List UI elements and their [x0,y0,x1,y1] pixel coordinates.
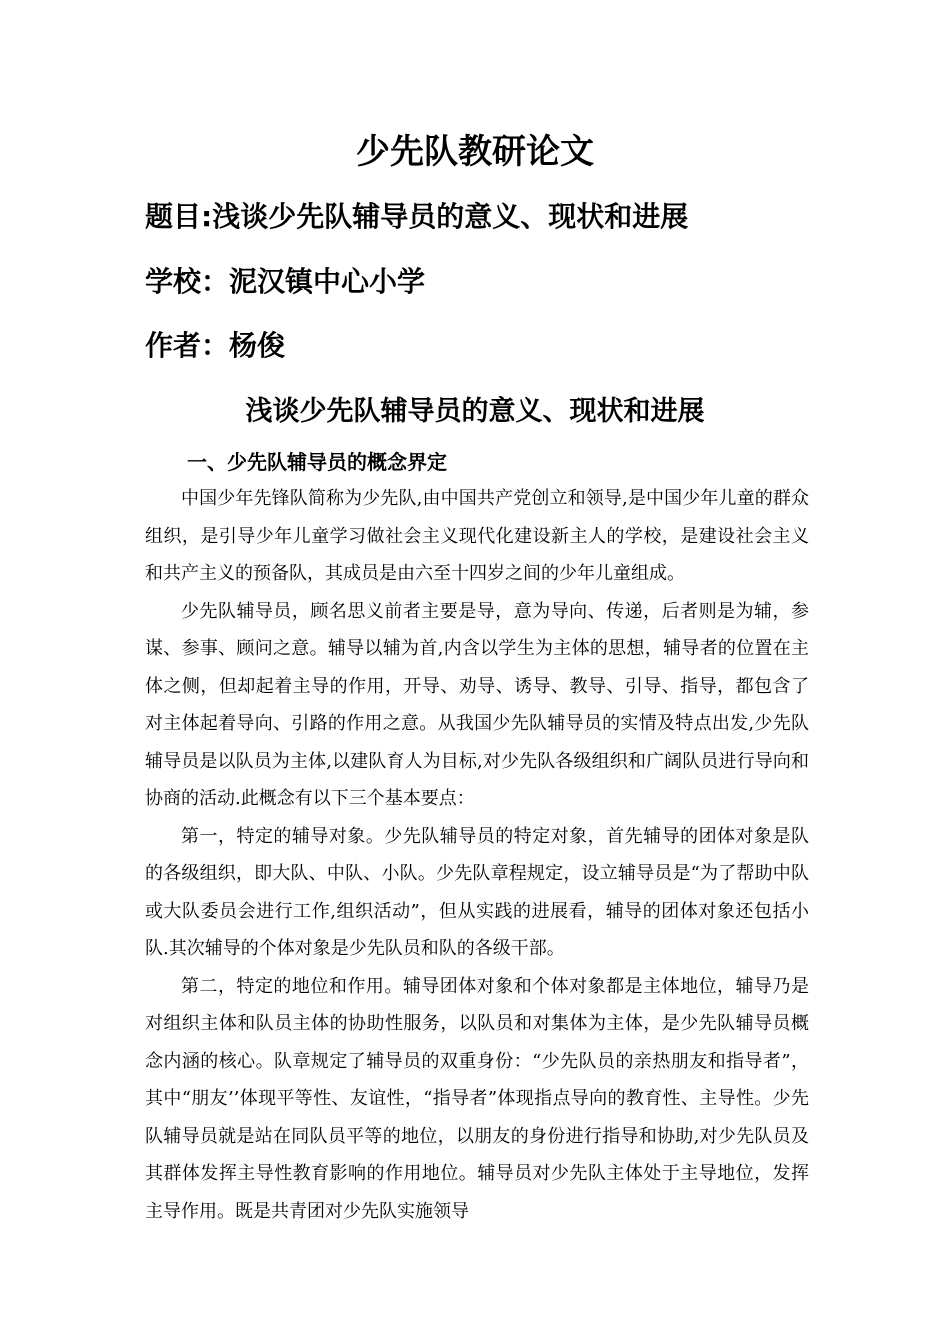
paragraph: 中国少年先锋队简称为少先队,由中国共产党创立和领导,是中国少年儿童的群众组织，是引导少年儿童学习做社会主义现代化建设新主人的学校，是建设社会主义和共产主义的预备队，其成员是由六至十四岁之间的少年儿童组成。 [145,488,809,584]
topic-line: 题目:浅谈少先队辅导员的意义、现状和进展 [145,200,689,233]
paragraph: 第一，特定的辅导对象。少先队辅导员的特定对象，首先辅导的团体对象是队的各级组织，即大队、中队、小队。少先队章程规定，设立辅导员是“为了帮助中队或大队委员会进行工作,组织活动”，但从实践的进展看，辅导的团体对象还包括小队.其次辅导的个体对象是少先队员和队的各级干部。 [145,825,809,959]
section-heading: 一、少先队辅导员的概念界定 [187,450,447,474]
paragraph: 第二，特定的地位和作用。辅导团体对象和个体对象都是主体地位，辅导乃是对组织主体和队员主体的协助性服务，以队员和对集体为主体，是少先队辅导员概念内涵的核心。队章规定了辅导员的双重身份：“少先队员的亲热朋友和指导者”，其中“朋友’’体现平等性、友谊性，“指导者”体现指点导向的教育性、主导性。少先队辅导员就是站在同队员平等的地位，以朋友的身份进行指导和协助,对少先队员及其群体发挥主导性教育影响的作用地位。辅导员对少先队主体处于主导地位，发挥主导作用。既是共青团对少先队实施领导 [145,975,809,1222]
document-title: 少先队教研论文 [356,132,594,172]
body-text [145,480,809,1230]
author-line: 作者：杨俊 [145,329,286,362]
paragraph: 少先队辅导员，顾名思义前者主要是导，意为导向、传递，后者则是为辅，参谋、参事、顾问之意。辅导以辅为首,内含以学生为主体的思想，辅导者的位置在主体之侧，但却起着主导的作用，开导、劝导、诱导、教导、引导、指导，都包含了对主体起着导向、引路的作用之意。从我国少先队辅导员的实情及特点出发,少先队辅导员是以队员为主体,以建队育人为目标,对少先队各级组织和广阔队员进行导向和协商的活动.此概念有以下三个基本要点： [145,600,809,809]
school-line: 学校：泥汉镇中心小学 [145,265,426,298]
paper-subtitle: 浅谈少先队辅导员的意义、现状和进展 [245,396,705,427]
